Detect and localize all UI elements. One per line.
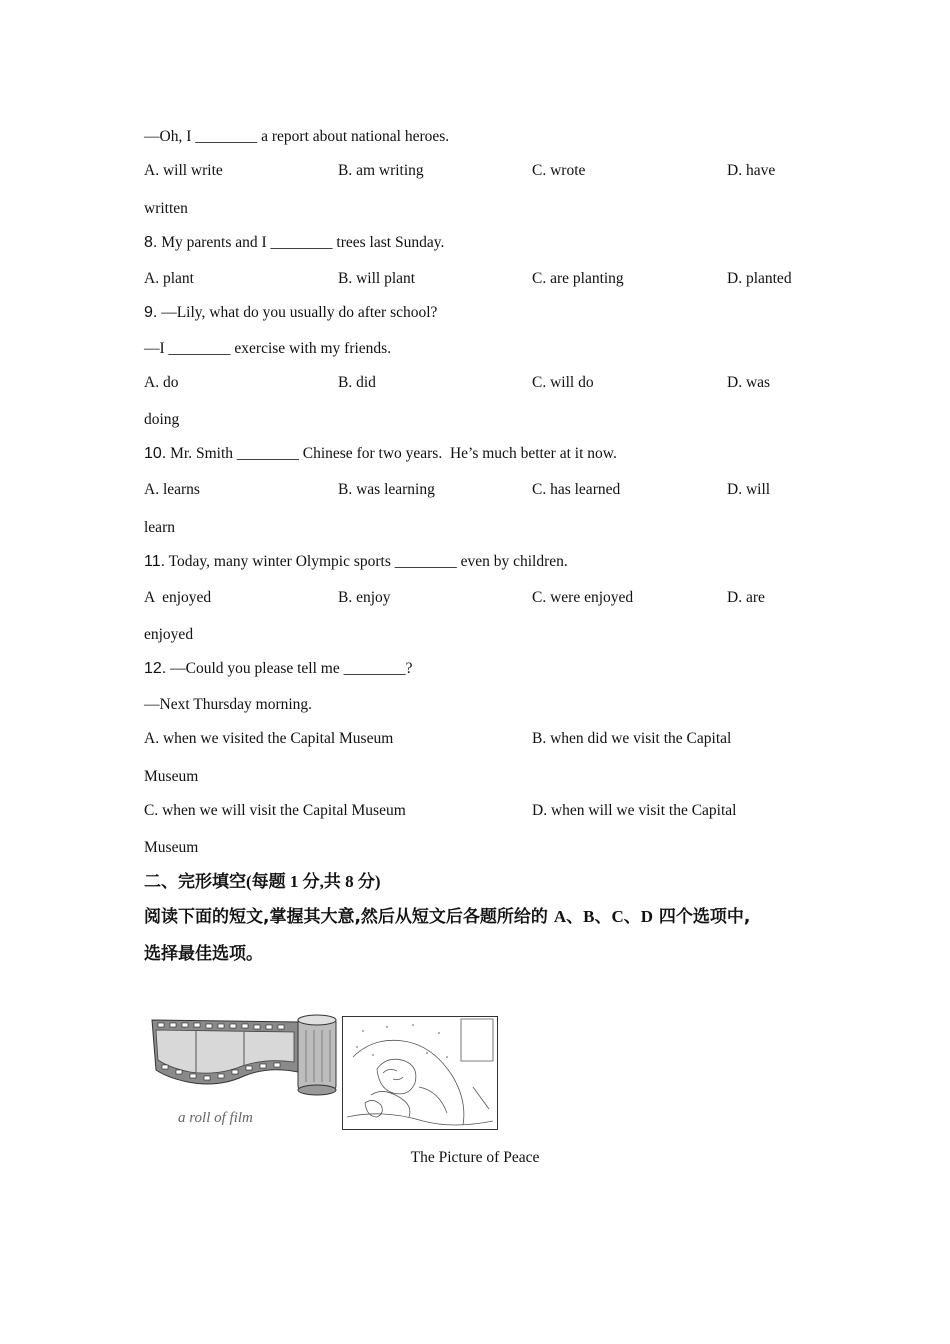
q10-text: Mr. Smith ________ Chinese for two years. He’s much better at it now. [166,445,617,462]
section-instruction-line1 [144,906,750,928]
question-9 [144,303,437,323]
q9-answer-line: —I ________ exercise with my friends. [144,340,392,357]
q10-option-d[interactable]: D. will [727,481,771,498]
question-12 [144,659,413,679]
section-title-score: (每题 1 分,共 8 分) [246,872,381,891]
q11-option-d-wrap: enjoyed [144,626,194,643]
q8-option-d[interactable]: D. planted [727,270,792,287]
q7-option-d[interactable]: D. have [727,162,776,179]
q12-number: 12. [144,660,167,677]
q7-option-a[interactable]: A. will write [144,162,223,179]
q9-option-d[interactable]: D. was [727,374,771,391]
q10-option-a[interactable]: A. learns [144,481,200,498]
film-roll-illustration [148,1010,340,1130]
q10-option-b[interactable]: B. was learning [338,481,435,498]
q9-option-b[interactable]: B. did [338,374,376,391]
section-instruction-line2: 选择最佳选项。 [144,944,263,964]
instruction-part1: 阅读下面的短文,掌握其大意,然后从短文后各题所给的 [144,907,554,927]
question-11 [144,552,568,572]
q7-option-b[interactable]: B. am writing [338,162,424,179]
q12-option-d[interactable]: D. when will we visit the Capital [532,802,737,819]
q12-text: —Could you please tell me ________? [166,660,413,677]
q11-option-c[interactable]: C. were enjoyed [532,589,634,606]
q12-option-d-wrap: Museum [144,839,199,856]
q12-option-b-wrap: Museum [144,768,199,785]
q9-option-c[interactable]: C. will do [532,374,594,391]
q11-number: 11. [144,553,166,570]
q12-option-b[interactable]: B. when did we visit the Capital [532,730,732,747]
q8-text: My parents and I ________ trees last Sunday. [157,234,445,251]
q7-option-d-wrap: written [144,200,188,217]
q7-option-c[interactable]: C. wrote [532,162,586,179]
q9-option-a[interactable]: A. do [144,374,179,391]
q8-number: 8. [144,234,158,251]
question-10 [144,444,617,464]
q8-option-a[interactable]: A. plant [144,270,194,287]
q12-answer-line: —Next Thursday morning. [144,696,313,713]
q8-option-b[interactable]: B. will plant [338,270,416,287]
question-8 [144,233,444,253]
q10-option-c[interactable]: C. has learned [532,481,621,498]
q10-number: 10. [144,445,167,462]
section-title-main: 二、完形填空 [144,872,246,892]
q9-option-d-wrap: doing [144,411,180,428]
sleeping-child-picture [342,1016,498,1130]
instruction-part2: 四个选项中, [653,907,751,927]
q8-option-c[interactable]: C. are planting [532,270,624,287]
section-title [144,871,381,893]
q9-text: —Lily, what do you usually do after school? [157,304,438,321]
film-label: a roll of film [178,1110,253,1126]
q7-answer-line: —Oh, I ________ a report about national heroes. [144,128,450,145]
instruction-letters: A、B、C、D [553,907,654,926]
q11-text: Today, many winter Olympic sports ________ even by children. [165,553,568,570]
q12-option-a[interactable]: A. when we visited the Capital Museum [144,730,394,747]
q10-option-d-wrap: learn [144,519,175,536]
q9-number: 9. [144,304,158,321]
q11-option-d[interactable]: D. are [727,589,765,606]
q11-option-a[interactable]: A enjoyed [144,589,212,606]
figure-caption: The Picture of Peace [410,1149,540,1166]
q11-option-b[interactable]: B. enjoy [338,589,391,606]
q12-option-c[interactable]: C. when we will visit the Capital Museum [144,802,406,819]
